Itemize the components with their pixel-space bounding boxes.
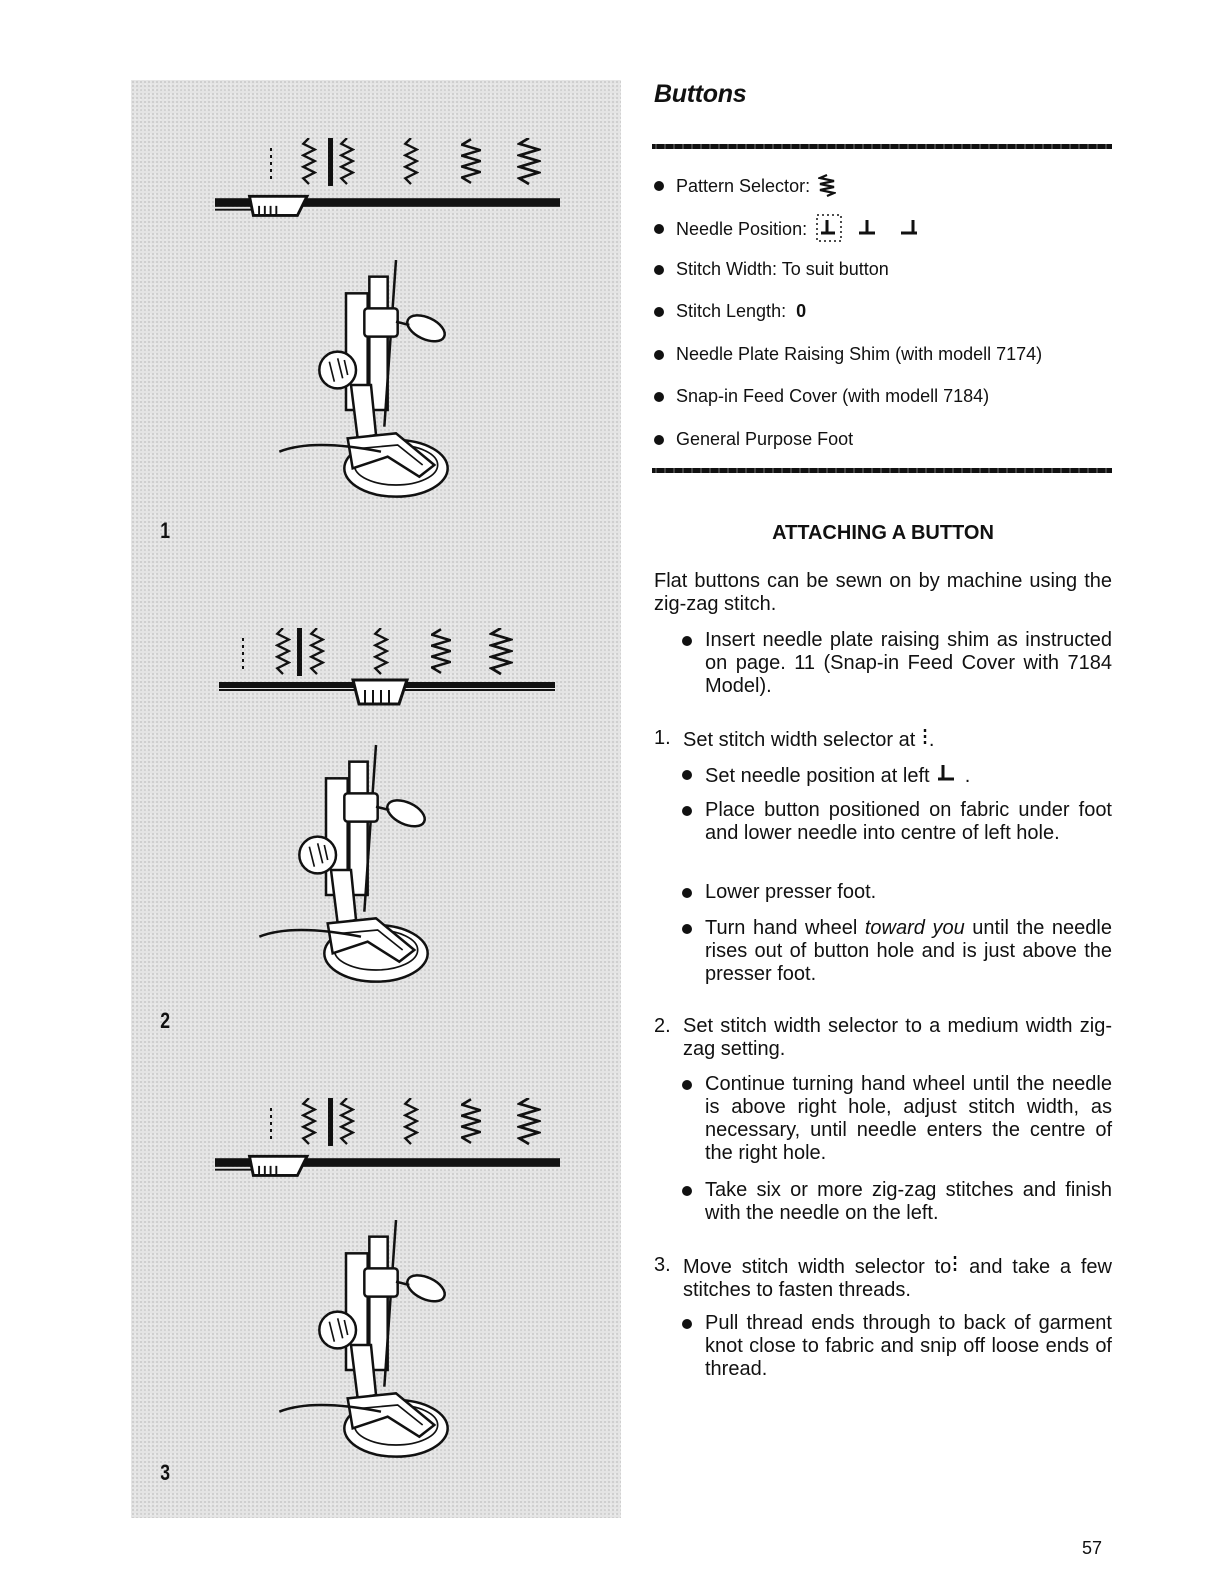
bullet-icon [682, 924, 692, 934]
bullet-icon [682, 770, 692, 780]
bullet-icon [682, 1080, 692, 1090]
step-3 [654, 1254, 1118, 1302]
needle-position-icons [815, 214, 935, 244]
bullet-text-after: . [959, 765, 971, 787]
figure-2-illustration [131, 620, 621, 1100]
step-text-after: and take a few stitches to fasten threads. [683, 1256, 1118, 1301]
bullet-text [705, 763, 1112, 788]
page-title: Buttons [654, 80, 747, 108]
step-text [683, 727, 1112, 752]
step-text: Set stitch width selector to a medium width zig-zag setting. [683, 1015, 1112, 1060]
step-1-bullet-2 [682, 799, 1112, 845]
page-number: 57 [1082, 1538, 1103, 1558]
bullet-icon [682, 1186, 692, 1196]
bullet-text-before: Set needle position at left [705, 765, 936, 787]
step-1 [654, 727, 1112, 752]
bullet-icon [654, 392, 664, 402]
figure-2-label: 2 [160, 1008, 171, 1033]
bullet-text-before: Turn hand wheel [705, 917, 865, 939]
spec-stitch-width [654, 259, 889, 280]
bullet-emphasis: toward you [864, 917, 965, 939]
intro-paragraph: Flat buttons can be sewn on by machine using the zig-zag stitch. [654, 570, 1112, 615]
step-number: 3. [654, 1254, 671, 1276]
bullet-icon [682, 888, 692, 898]
bottom-rule [652, 468, 1112, 473]
straight-stitch-icon [921, 727, 929, 749]
spec-raising-shim [654, 344, 1042, 365]
bullet-text [705, 917, 1118, 986]
figure-1-illustration [131, 130, 621, 610]
bullet-icon [654, 435, 664, 445]
step-1-bullet-4 [682, 917, 1118, 986]
bullet-icon [682, 636, 692, 646]
bullet-icon [682, 1319, 692, 1329]
bullet-text-after: until the needle rises out of button hole and is just above the presser foot. [705, 917, 1118, 985]
step-text [683, 1254, 1118, 1302]
step-number: 1. [654, 727, 671, 749]
bullet-text: Insert needle plate raising shim as instructed on page. 11 (Snap-in Feed Cover with 7184 Model). [705, 629, 1112, 697]
figure-3-illustration [131, 1090, 621, 1570]
spec-stitch-length [654, 301, 806, 322]
spec-label: General Purpose Foot [676, 429, 854, 449]
step-text-before: Move stitch width selector to [683, 1256, 952, 1278]
spec-pattern-selector [654, 174, 836, 198]
bullet-text: Continue turning hand wheel until the needle is above right hole, adjust stitch width, as necessary, until needle enters the centre of the right hole. [705, 1073, 1112, 1164]
spec-label: Stitch Width: To suit button [676, 259, 889, 279]
top-rule [652, 144, 1112, 149]
bullet-text: Place button positioned on fabric under foot and lower needle into centre of left hole. [705, 799, 1112, 844]
bullet-icon [654, 265, 664, 275]
spec-label: Stitch Length: [676, 301, 792, 321]
figure-1-label: 1 [160, 518, 171, 543]
spec-feed-cover [654, 386, 989, 407]
step-2-bullet-2 [682, 1179, 1112, 1225]
step-text-before: Set stitch width selector at [683, 729, 921, 751]
step-number: 2. [654, 1015, 671, 1037]
bullet-icon [654, 307, 664, 317]
intro-bullet [682, 629, 1112, 698]
spec-label: Pattern Selector: [676, 175, 811, 196]
step-2 [654, 1015, 1112, 1061]
needle-left-icon [935, 763, 959, 785]
bullet-text: Take six or more zig-zag stitches and finish with the needle on the left. [705, 1179, 1112, 1224]
bullet-text: Lower presser foot. [705, 881, 877, 903]
bullet-icon [654, 350, 664, 360]
spec-foot [654, 429, 853, 450]
step-1-bullet-1 [682, 763, 1112, 788]
zigzag-pattern-icon [818, 174, 836, 198]
step-text-after: . [928, 729, 935, 751]
bullet-icon [682, 806, 692, 816]
bullet-icon [654, 181, 664, 191]
step-3-bullet-1 [682, 1312, 1112, 1381]
spec-label: Needle Position: [676, 218, 808, 239]
step-2-bullet-1 [682, 1073, 1112, 1165]
spec-label: Snap-in Feed Cover (with modell 7184) [676, 386, 990, 406]
step-1-bullet-3 [682, 881, 1112, 904]
bullet-text: Pull thread ends through to back of garment knot close to fabric and snip off loose ends of thread. [705, 1312, 1112, 1380]
bullet-icon [654, 224, 664, 234]
section-heading: ATTACHING A BUTTON [772, 522, 994, 544]
spec-needle-position [654, 214, 935, 244]
spec-label: Needle Plate Raising Shim (with modell 7174) [676, 344, 1043, 364]
figure-3-label: 3 [160, 1460, 171, 1485]
spec-value: 0 [796, 301, 807, 321]
